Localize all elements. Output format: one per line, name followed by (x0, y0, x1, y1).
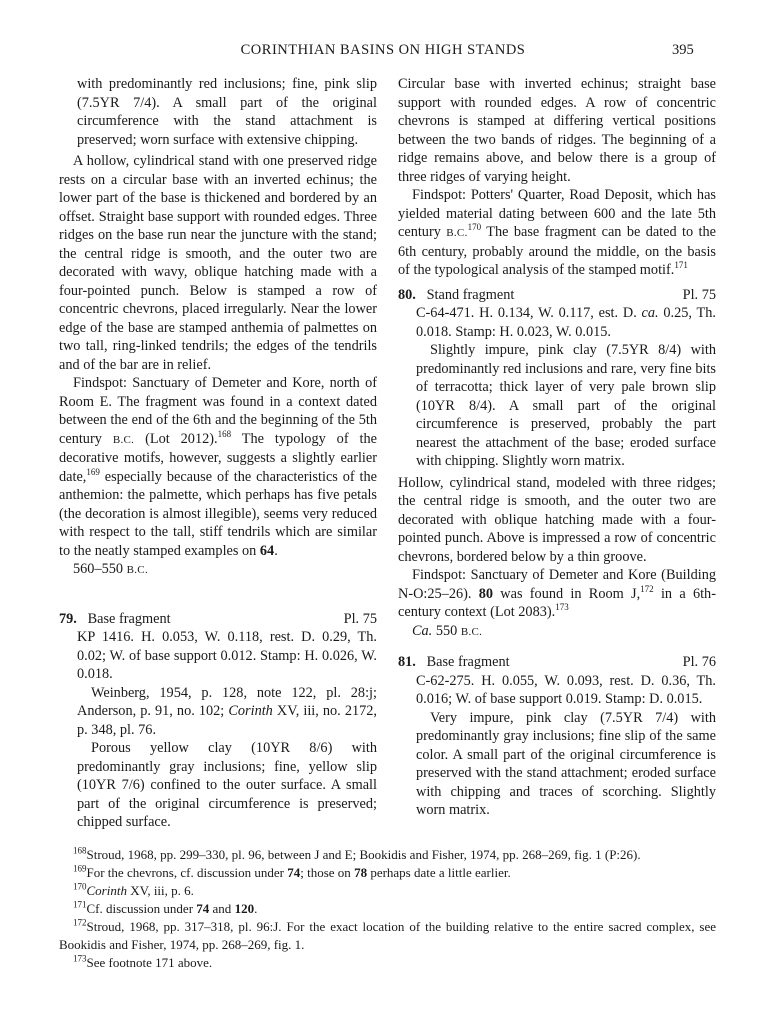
catalogue-heading-81 (398, 653, 716, 672)
dimensions-81: C-62-275. H. 0.055, W. 0.093, rest. D. 0.36, Th. 0.016; W. of base support 0.019. Stamp: D. 0.015. (416, 672, 716, 707)
fabric-80: Slightly impure, pink clay (7.5YR 8/4) with predominantly red inclusions and rare, very fine bits of terracotta; thick layer of very pale brown slip (10YR 8/4). A small part of the original circumference is preserved, probably the part nearest the attachment of the base; eroded surface with chipping. Slightly worn matrix. (416, 342, 716, 469)
date-80: Ca. 550 B.C. (412, 622, 483, 639)
fabric-paragraph-78: with predominantly red inclusions; fine, pink slip (7.5YR 7/4). A small part of the original circumference with the stand attachment is preserved; worn surface with extensive chipping. (77, 76, 377, 148)
description-paragraph-78: A hollow, cylindrical stand with one preserved ridge rests on a circular base with an inverted echinus; the lower part of the base is thickened and bordered by an offset. Straight base support with rounded edges. Three ridges on the base run near the juncture with the stand; the central ridge is smooth, and the outer two are decorated with wavy, oblique hatching made with a four-pointed punch. Below is stamped a row of concentric chevrons, placed irregularly. Near the lower edge of the base are stamped anthemia of palmettes on two tall, ring-linked tendrils; the edges of the tendrils and of the bar are in relief. (59, 153, 377, 373)
dimensions-79: KP 1416. H. 0.053, W. 0.118, rest. D. 0.29, Th. 0.02; W. of base support 0.012. Stamp: H. 0.026, W. 0.018. (77, 629, 377, 682)
findspot-paragraph-78: Findspot: Sanctuary of Demeter and Kore, north of Room E. The fragment was found in a context dated between the end of the 6th and the beginning of the 5th century B.C. (Lot 2012).$^{168}$ The typology of the decorative motifs, however, suggests a slightly earlier date,$^{169}$ especially because of the characteristics of the anthemion: the palmette, which perhaps has five petals (the decoration is almost illegible), seems very reduced with respect to the tall, stiff tendrils which are similar to the neatly stamped examples on 64. (59, 375, 377, 559)
footnote-173: $^{173}$See footnote 171 above. (73, 953, 213, 970)
fabric-79: Porous yellow clay (10YR 8/6) with predominantly gray inclusions; fine, yellow slip (10YR 7/6) confined to the outer surface. A small part of the original circumference is preserved; chipped surface. (77, 740, 377, 830)
running-title: CORINTHIAN BASINS ON HIGH STANDS (240, 42, 526, 58)
page-number: 395 (672, 42, 694, 58)
footnote-172: $^{172}$Stroud, 1968, pp. 317–318, pl. 96:J. For the exact location of the building relative to the entire sacred complex, see Bookidis and Fisher, 1974, pp. 268–269, fig. 1. (59, 917, 716, 952)
bibliography-79: Weinberg, 1954, p. 128, note 122, pl. 28:j; Anderson, p. 91, no. 102; Corinth XV, iii, no. 2172, p. 348, pl. 76. (77, 684, 377, 738)
plate-ref: Pl. 75 (682, 286, 716, 303)
footnote-168: $^{168}$Stroud, 1968, pp. 299–330, pl. 96, between J and E; Bookidis and Fisher, 1974, pp. 268–269, fig. 1 (P:26). (73, 845, 641, 862)
catalogue-title: Stand fragment (426, 286, 515, 303)
left-column (59, 75, 377, 832)
footnote-ref[interactable]: 169 (86, 466, 100, 477)
footnote-169: $^{169}$For the chevrons, cf. discussion under 74; those on 78 perhaps date a little earlier. (73, 863, 511, 880)
description-80: Hollow, cylindrical stand, modeled with three ridges; the central ridge is smooth, and the outer two are decorated with oblique hatching made with a four-pointed punch. Above is impressed a row of concentric chevrons, bordered below by a thin groove. (398, 474, 716, 565)
dimensions-80: C-64-471. H. 0.134, W. 0.117, est. D. ca. 0.25, Th. 0.018. Stamp: H. 0.023, W. 0.015. (416, 305, 716, 340)
footnote-ref[interactable]: 171 (674, 260, 688, 271)
date-78: 560–550 B.C. (73, 561, 148, 577)
catalogue-title: Base fragment (426, 654, 510, 670)
catalogue-ref: 64 (259, 542, 275, 559)
footnote-ref[interactable]: 172 (640, 583, 654, 594)
findspot-80: Findspot: Sanctuary of Demeter and Kore (Building N-O:25–26). 80 was found in Room J,$^{172}$ in a 6th-century context (Lot 2083).$^{173}$ (398, 567, 716, 620)
footnote-ref[interactable]: 170 (467, 222, 482, 233)
plate-ref: Pl. 75 (343, 610, 377, 627)
footnote-170: $^{170}$Corinth XV, iii, p. 6. (73, 881, 194, 898)
footnote-ref[interactable]: 173 (555, 602, 569, 613)
catalogue-ref: 80 (478, 585, 494, 602)
catalogue-heading-80 (398, 286, 716, 305)
catalogue-heading-79 (59, 610, 377, 629)
fabric-81: Very impure, pink clay (7.5YR 7/4) with predominantly gray inclusions; fine slip of the same color. A small part of the original circumference is preserved with the stand attachment; eroded surface with chipping and traces of scorching. Slightly worn matrix. (416, 709, 716, 818)
footnote-ref[interactable]: 168 (217, 428, 232, 439)
catalogue-number: 81. (398, 654, 416, 670)
plate-ref: Pl. 76 (682, 654, 716, 670)
footnotes (59, 846, 716, 972)
catalogue-number: 79. (59, 610, 77, 627)
findspot-paragraph-79: Findspot: Potters' Quarter, Road Deposit, which has yielded material dating between 600 and the late 5th century B.C.$^{170}$ The base fragment can be dated to the 6th century, probably around the middle, on the basis of the typological analysis of the stamped motif.$^{171}$ (398, 187, 716, 278)
catalogue-title: Base fragment (87, 610, 171, 627)
catalogue-number: 80. (398, 286, 416, 303)
right-column (398, 75, 716, 820)
footnote-171: $^{171}$Cf. discussion under 74 and 120. (73, 899, 258, 916)
description-paragraph-79: Circular base with inverted echinus; straight base support with rounded edges. A row of concentric chevrons is stamped at differing vertical positions between the two bands of ridges. The beginning of a ridge remains above, and below there is a group of three ridges of varying height. (398, 76, 716, 185)
